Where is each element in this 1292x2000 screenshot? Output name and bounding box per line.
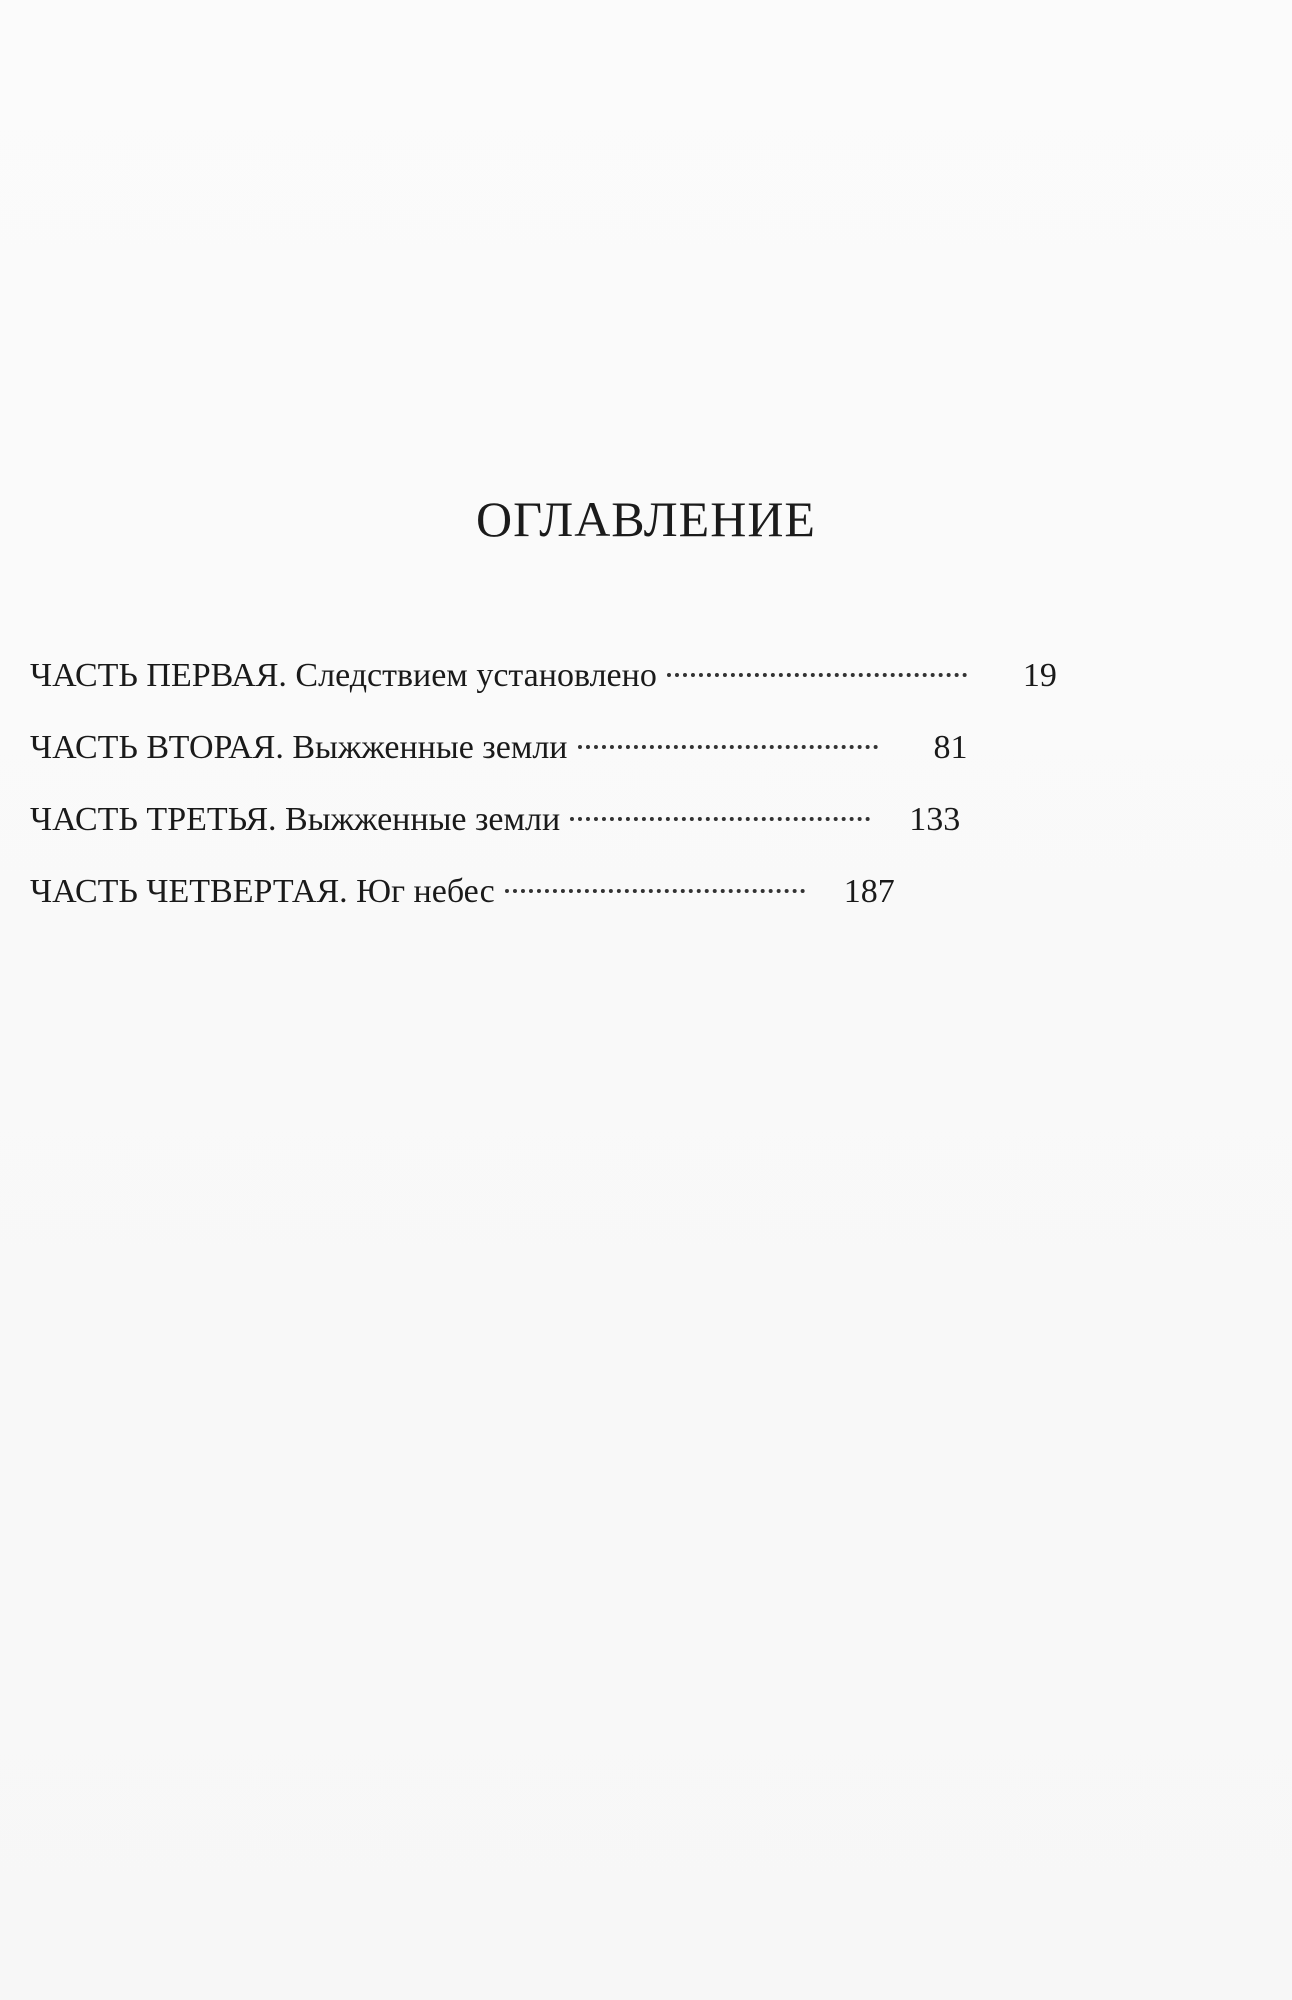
toc-entry-page: 19 — [1022, 657, 1057, 694]
table-of-contents — [30, 640, 1150, 928]
page-title: ОГЛАВЛЕНИЕ — [476, 491, 816, 547]
toc-entry-label: ЧАСТЬ ЧЕТВЕРТАЯ. Юг небес — [30, 873, 495, 910]
toc-entry-part-4 — [30, 856, 1150, 928]
toc-entry-label: ЧАСТЬ ВТОРАЯ. Выжженные земли — [30, 729, 568, 766]
toc-leader-dots — [578, 745, 878, 749]
toc-entry-part-1 — [30, 640, 1150, 712]
toc-leader-dots — [570, 817, 870, 821]
toc-entry-page: 133 — [909, 801, 961, 838]
toc-entry-part-2 — [30, 712, 1150, 784]
toc-entry-part-3 — [30, 784, 1150, 856]
toc-entry-page: 81 — [933, 729, 968, 766]
toc-entry-label: ЧАСТЬ ТРЕТЬЯ. Выжженные земли — [30, 801, 561, 838]
toc-leader-dots — [667, 673, 967, 677]
toc-entry-label: ЧАСТЬ ПЕРВАЯ. Следствием установлено — [30, 657, 657, 694]
toc-leader-dots — [505, 889, 805, 893]
toc-entry-page: 187 — [843, 873, 895, 910]
